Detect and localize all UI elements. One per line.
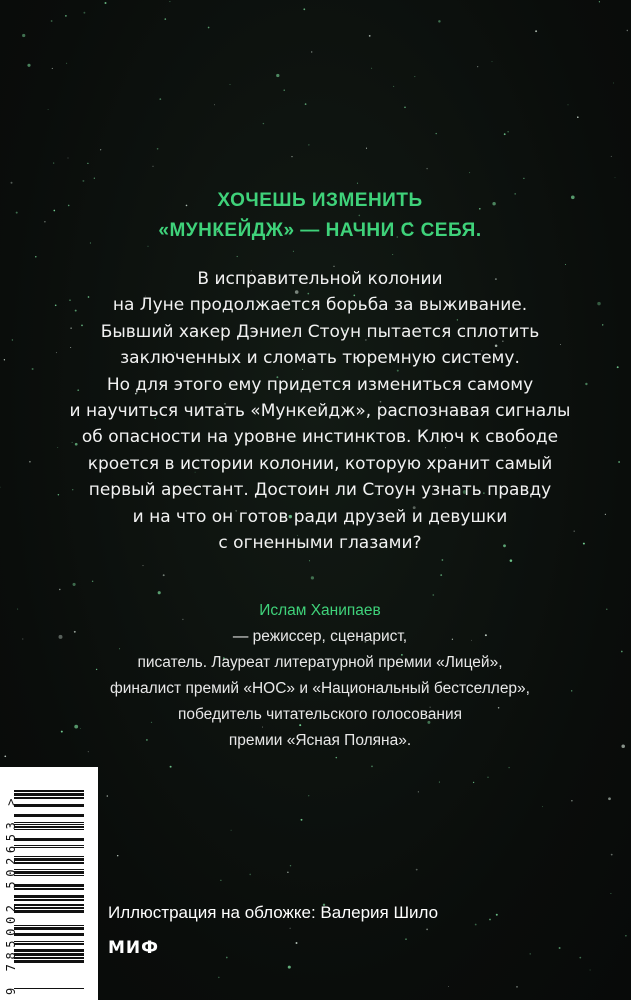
star — [158, 591, 161, 594]
star — [92, 581, 93, 582]
star — [309, 560, 310, 561]
star — [477, 66, 478, 67]
cover-illustration-credit: Иллюстрация на обложке: Валерия Шило — [108, 903, 439, 922]
star — [65, 15, 67, 17]
star — [418, 791, 419, 792]
publisher-logo: МИФ — [108, 938, 160, 958]
star — [508, 767, 509, 768]
star — [226, 957, 228, 959]
barcode-bar — [14, 871, 84, 874]
author-bio-line: финалист премий «НОС» и «Национальный бестселлер», — [110, 680, 530, 697]
barcode-bar — [14, 895, 84, 898]
star — [436, 133, 437, 134]
barcode-bar — [14, 884, 84, 887]
star — [496, 914, 498, 916]
description-line: заключенных и сломать тюремную систему. — [120, 348, 520, 369]
star — [284, 90, 285, 91]
star — [371, 766, 373, 768]
star — [16, 212, 18, 214]
star — [214, 104, 215, 105]
star — [66, 63, 67, 64]
star — [432, 594, 434, 596]
description-line: с огненными глазами? — [218, 533, 422, 554]
star — [288, 966, 291, 969]
star — [11, 182, 13, 184]
star — [311, 51, 312, 52]
star — [35, 256, 36, 257]
star — [608, 797, 611, 800]
barcode-bar — [14, 826, 84, 828]
star — [599, 1, 600, 2]
description-line: Бывший хакер Дэниел Стоун пытается сплотить — [100, 321, 540, 342]
isbn-number: 9 785002 502653 > — [4, 793, 18, 995]
star — [611, 854, 613, 856]
star — [571, 800, 572, 801]
star — [287, 872, 288, 873]
star — [371, 68, 372, 69]
star — [218, 977, 220, 979]
star — [301, 819, 303, 821]
description-line: Но для этого ему придется измениться самому — [106, 374, 534, 395]
star — [489, 919, 491, 921]
author-bio-first-line — [40, 598, 600, 650]
star — [67, 157, 68, 158]
tagline-line-1: ХОЧЕШЬ ИЗМЕНИТЬ — [217, 190, 423, 211]
barcode-bar — [14, 933, 84, 936]
star — [4, 359, 5, 360]
star — [615, 177, 616, 178]
star — [308, 795, 309, 796]
author-bio-line: премии «Ясная Поляна». — [228, 732, 412, 749]
star — [487, 777, 488, 778]
star — [53, 210, 55, 212]
star — [107, 795, 109, 797]
star — [22, 638, 23, 639]
star — [357, 183, 358, 184]
star — [621, 744, 625, 748]
author-bio-line: победитель читательского голосования — [177, 706, 463, 723]
barcode-bar — [14, 904, 84, 906]
star — [170, 766, 172, 768]
description-line: об опасности на уровне инстинктов. Ключ к свободе — [81, 427, 559, 448]
star — [59, 589, 60, 590]
isbn-barcode-panel — [0, 767, 98, 1000]
star — [82, 180, 84, 182]
star — [163, 574, 165, 576]
star — [290, 928, 291, 929]
star — [293, 251, 294, 252]
star — [100, 149, 101, 150]
barcode-bar — [14, 829, 84, 830]
star — [230, 84, 231, 85]
star — [507, 131, 508, 132]
star — [392, 254, 393, 255]
barcode-bar — [14, 957, 84, 959]
barcode-bar — [14, 790, 84, 792]
star — [52, 68, 53, 69]
barcode-bar — [14, 943, 84, 945]
star — [105, 2, 107, 4]
star — [579, 957, 581, 959]
star — [12, 339, 13, 340]
author-bio-line: писатель. Лауреат литературной премии «Лицей», — [137, 654, 503, 671]
star — [32, 368, 34, 370]
barcode-bar — [14, 847, 84, 848]
star — [369, 35, 371, 37]
star — [605, 514, 606, 515]
author-name: Ислам Ханипаев — [259, 602, 381, 619]
star — [405, 938, 407, 940]
isbn-barcode — [14, 777, 84, 990]
star — [473, 782, 474, 783]
barcode-bar — [14, 793, 84, 796]
star — [336, 757, 337, 758]
book-description — [40, 266, 600, 556]
star — [237, 256, 238, 257]
barcode-bar — [14, 925, 84, 926]
star — [542, 806, 543, 807]
barcode-bar — [14, 941, 84, 942]
star — [590, 969, 591, 970]
star — [416, 869, 418, 871]
star — [83, 12, 85, 14]
star — [439, 782, 440, 783]
star — [249, 874, 251, 876]
star — [117, 855, 118, 856]
barcode-bar — [14, 988, 84, 989]
star — [469, 172, 470, 173]
star — [73, 583, 76, 586]
star — [448, 986, 449, 987]
star — [617, 366, 619, 368]
barcode-bar — [14, 888, 84, 890]
star — [22, 34, 25, 37]
star — [426, 168, 427, 169]
tagline-line-2: «МУНКЕЙДЖ» — НАЧНИ С СЕБЯ. — [158, 220, 482, 241]
barcode-bar — [14, 824, 84, 825]
star — [153, 166, 154, 167]
star — [290, 865, 291, 866]
star — [393, 86, 394, 87]
star — [530, 953, 531, 954]
star — [208, 27, 210, 29]
star — [231, 830, 232, 831]
barcode-bar — [14, 949, 84, 952]
barcode-bar — [14, 899, 84, 901]
star — [366, 148, 367, 149]
barcode-bar — [14, 869, 84, 870]
author-bio — [40, 598, 600, 754]
barcode-bar — [14, 814, 84, 817]
star — [303, 8, 305, 10]
tagline — [60, 186, 580, 246]
star — [48, 109, 49, 110]
star — [610, 893, 611, 894]
star — [143, 565, 144, 566]
star — [17, 609, 18, 610]
star — [523, 178, 524, 179]
star — [565, 264, 566, 265]
barcode-bar — [14, 875, 84, 876]
star — [263, 123, 264, 124]
star — [276, 74, 279, 77]
star — [414, 76, 415, 77]
barcode-bar — [14, 845, 84, 846]
star — [516, 986, 517, 987]
barcode-bar — [14, 910, 84, 913]
star — [559, 947, 561, 949]
barcode-bar — [14, 804, 84, 807]
barcode-bar — [14, 822, 84, 823]
star — [4, 755, 6, 757]
star — [577, 116, 579, 118]
star — [475, 924, 477, 926]
star — [491, 61, 492, 62]
star — [27, 64, 30, 67]
star — [157, 148, 159, 150]
barcode-bar — [14, 953, 84, 956]
description-line: и научиться читать «Мункейдж», распознавая сигналы — [69, 401, 571, 422]
star — [442, 559, 444, 561]
star — [159, 98, 161, 100]
star — [87, 163, 88, 164]
star — [621, 651, 623, 653]
barcode-bar — [14, 960, 84, 963]
star — [308, 144, 309, 145]
star — [611, 156, 612, 157]
star — [567, 104, 568, 105]
star — [426, 929, 428, 931]
barcode-bar — [14, 927, 84, 930]
author-bio-line-rest: — режиссер, сценарист, — [232, 628, 408, 645]
star — [291, 156, 292, 157]
barcode-bar — [14, 838, 84, 841]
description-line: кроется в истории колонии, которую хранит самый — [87, 453, 553, 474]
star — [618, 461, 620, 463]
star — [169, 1, 170, 2]
star — [220, 880, 221, 881]
star — [438, 20, 440, 22]
barcode-bar — [14, 797, 84, 799]
star — [440, 574, 442, 576]
star — [164, 18, 166, 20]
barcode-bar — [14, 862, 84, 864]
star — [29, 461, 31, 463]
star — [305, 103, 307, 105]
star — [613, 83, 614, 84]
star — [504, 133, 506, 135]
star — [51, 20, 53, 22]
star — [296, 942, 298, 944]
barcode-bar — [14, 907, 84, 909]
star — [606, 609, 607, 610]
star — [53, 163, 54, 164]
barcode-bar — [14, 856, 84, 857]
description-line: и на что он готов ради друзей и девушки — [132, 506, 508, 527]
star — [625, 935, 627, 937]
star — [311, 576, 314, 579]
star — [0, 487, 1, 488]
star — [404, 106, 406, 108]
description-line: первый арестант. Достоин ли Стоун узнать правду — [88, 480, 552, 501]
star — [627, 30, 628, 31]
star — [602, 324, 603, 325]
description-line: на Луне продолжается борьба за выживание. — [112, 295, 528, 316]
description-line: В исправительной колонии — [197, 269, 443, 289]
barcode-bar — [14, 858, 84, 861]
star — [535, 30, 537, 32]
star — [510, 559, 513, 562]
star — [94, 178, 95, 179]
star — [44, 221, 45, 222]
